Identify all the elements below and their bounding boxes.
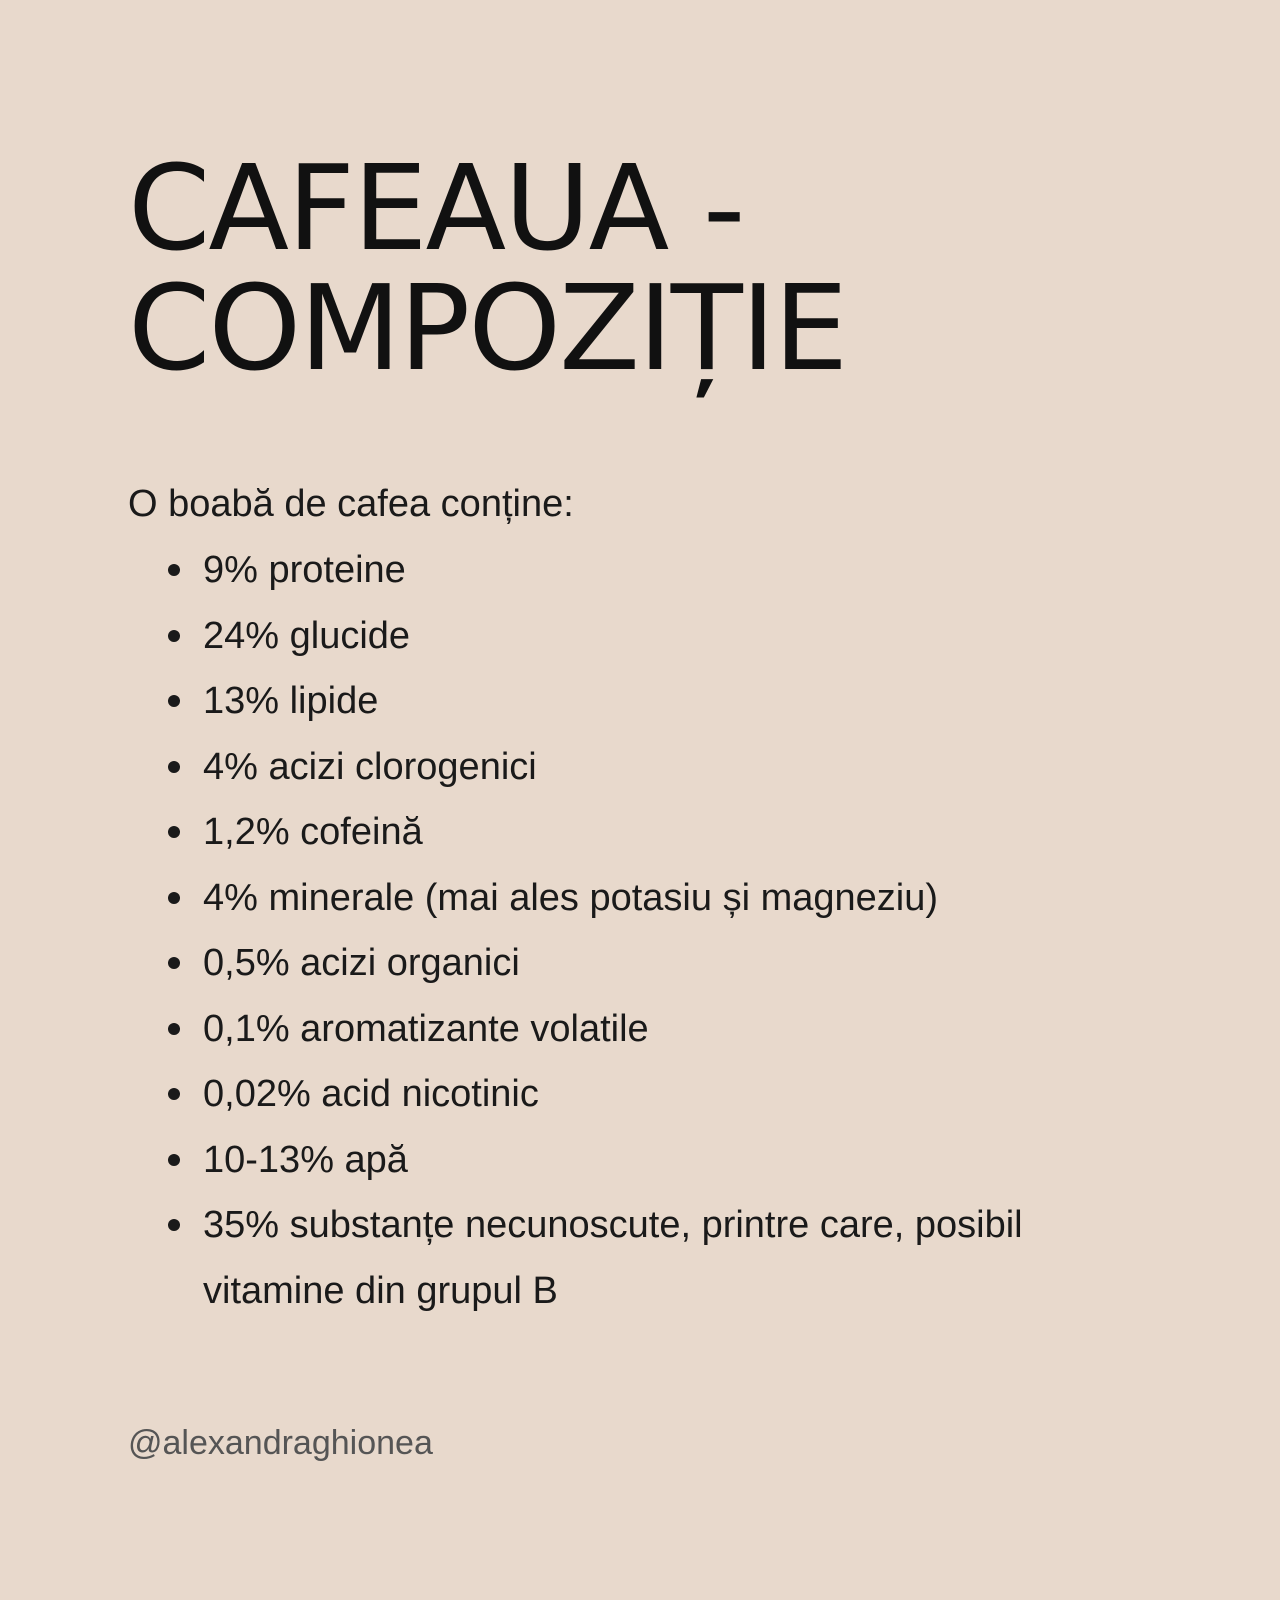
bullet-icon <box>168 826 180 838</box>
list-item-text: 13% lipide <box>203 680 379 722</box>
intro-text: O boabă de cafea conține: <box>128 483 574 525</box>
list-item <box>168 538 1158 604</box>
list-item-text: 0,5% acizi organici <box>203 942 520 984</box>
list-item-text: 4% minerale (mai ales potasiu și magneziu) <box>203 876 938 919</box>
list-item <box>168 735 1158 801</box>
page-title <box>128 139 1188 397</box>
list-item-text: 0,1% aromatizante volatile <box>203 1007 649 1050</box>
list-item-text: 4% acizi clorogenici <box>203 745 537 788</box>
list-item <box>168 997 1158 1063</box>
list-item <box>168 1193 1158 1324</box>
bullet-icon <box>168 630 180 642</box>
list-item-text: 10-13% apă <box>203 1138 408 1181</box>
title-line-1: CAFEAUA - <box>128 139 744 277</box>
title-line-2: COMPOZIȚIE <box>128 259 847 397</box>
list-item-text: 24% glucide <box>203 614 411 657</box>
author-handle: @alexandraghionea <box>128 1424 433 1462</box>
bullet-icon <box>168 695 180 707</box>
list-item <box>168 1128 1158 1194</box>
composition-list <box>168 538 1158 1324</box>
list-item <box>168 866 1158 932</box>
list-item-text: 1,2% cofeină <box>203 811 423 853</box>
list-item-text: 35% substanțe necunoscute, printre care, posibil vitamine din grupul B <box>203 1204 1023 1312</box>
list-item <box>168 931 1158 997</box>
bullet-icon <box>168 1154 180 1166</box>
bullet-icon <box>168 1088 180 1100</box>
list-item-text: 0,02% acid nicotinic <box>203 1073 539 1115</box>
list-item <box>168 800 1158 866</box>
list-item <box>168 669 1158 735</box>
bullet-icon <box>168 1023 180 1035</box>
bullet-icon <box>168 957 180 969</box>
list-item <box>168 604 1158 670</box>
bullet-icon <box>168 1219 180 1231</box>
bullet-icon <box>168 892 180 904</box>
bullet-icon <box>168 564 180 576</box>
bullet-icon <box>168 761 180 773</box>
list-item-text: 9% proteine <box>203 549 406 591</box>
list-item <box>168 1062 1158 1128</box>
